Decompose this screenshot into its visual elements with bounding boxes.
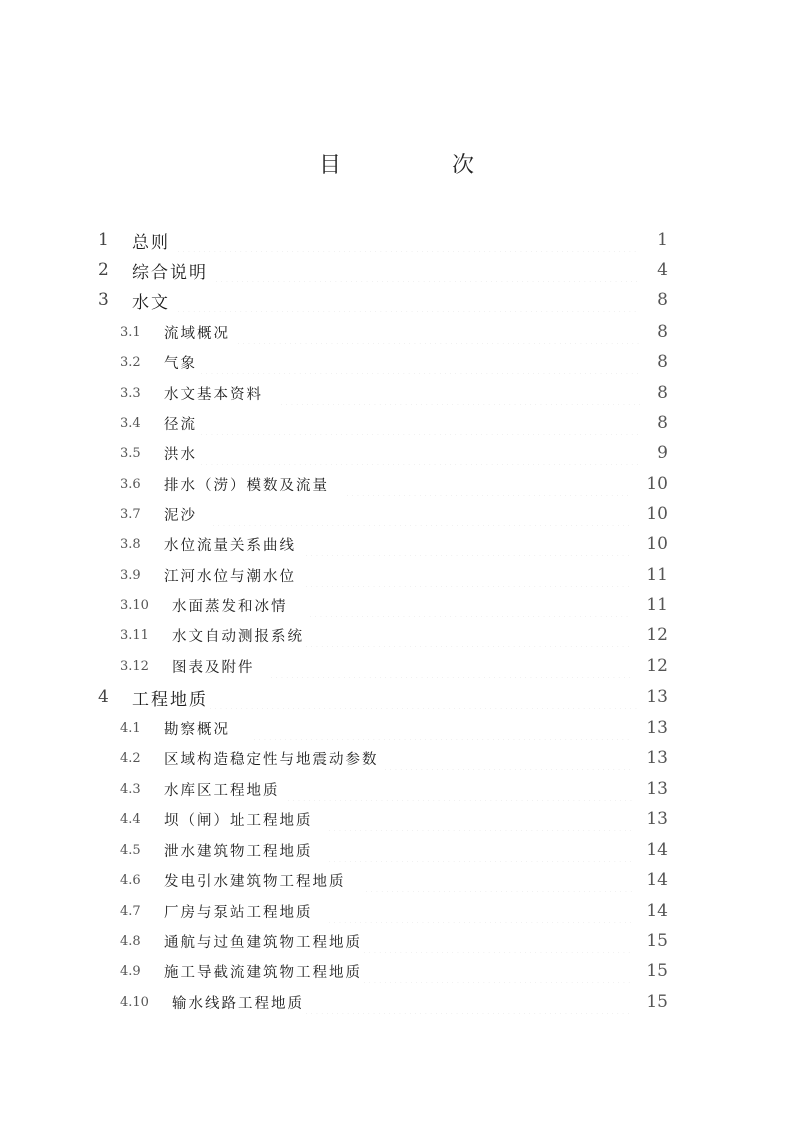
toc-entry-number: 3.11: [120, 627, 149, 643]
dot-leader: [176, 288, 640, 312]
toc-entry-number: 3.2: [120, 354, 141, 370]
dot-leader: [199, 411, 640, 435]
toc-entry-number: 4.7: [120, 903, 141, 919]
dot-leader: [279, 381, 640, 405]
toc-entry-label: 江河水位与潮水位: [164, 568, 296, 585]
toc-entry-label: 泥沙: [164, 507, 197, 524]
dot-leader: [199, 441, 640, 465]
toc-entry-label: 气象: [164, 355, 197, 372]
toc-entry-page: 13: [646, 718, 668, 738]
toc-entry-label: 水文基本资料: [164, 386, 263, 403]
toc-entry[interactable]: [120, 563, 668, 587]
toc-entry-number: 3.10: [120, 597, 149, 613]
dot-leader: [199, 350, 640, 374]
dot-leader: [214, 258, 640, 282]
toc-entry[interactable]: [120, 868, 668, 892]
toc-entry-label: 坝（闸）址工程地质: [164, 812, 313, 829]
toc-entry[interactable]: [120, 959, 668, 983]
toc-entry[interactable]: [120, 502, 668, 526]
toc-entry[interactable]: [98, 685, 668, 709]
toc-entry-number: 3.6: [120, 476, 141, 492]
toc-entry-label: 水库区工程地质: [164, 782, 280, 799]
toc-entry[interactable]: [98, 288, 668, 312]
toc-entry-label: 图表及附件: [172, 659, 255, 676]
toc-entry-label: 水位流量关系曲线: [164, 537, 296, 554]
toc-entry-page: 8: [657, 413, 668, 433]
dot-leader: [327, 807, 633, 831]
toc-entry-page: 8: [657, 352, 668, 372]
toc-entry-page: 12: [646, 625, 668, 645]
toc-entry[interactable]: [120, 411, 668, 435]
toc-entry[interactable]: [120, 532, 668, 556]
toc-entry-label: 施工导截流建筑物工程地质: [164, 964, 362, 981]
toc-entry-number: 4.6: [120, 872, 141, 888]
toc-entry-number: 1: [98, 230, 109, 250]
toc-entry-page: 13: [646, 687, 668, 707]
toc-entry-label: 水面蒸发和冰情: [172, 598, 288, 615]
toc-entry-page: 14: [646, 901, 668, 921]
dot-leader: [269, 654, 633, 678]
toc-entry-label: 总则: [132, 232, 170, 253]
toc-entry-page: 10: [646, 474, 668, 494]
toc-entry[interactable]: [120, 320, 668, 344]
toc-entry-page: 4: [657, 260, 668, 280]
toc-entry-page: 13: [646, 809, 668, 829]
toc-entry[interactable]: [98, 228, 668, 252]
toc-entry-number: 4.3: [120, 781, 141, 797]
dot-leader: [364, 868, 633, 892]
toc-entry-page: 11: [646, 565, 668, 585]
toc-entry-number: 3.8: [120, 536, 141, 552]
toc-entry-number: 3.4: [120, 415, 141, 431]
toc-entry[interactable]: [120, 899, 668, 923]
toc-entry-number: 4.8: [120, 933, 141, 949]
toc-entry-page: 9: [657, 443, 668, 463]
toc-entry-number: 3.9: [120, 567, 141, 583]
toc-entry[interactable]: [120, 623, 668, 647]
dot-leader: [304, 563, 632, 587]
toc-entry-page: 1: [657, 230, 668, 250]
toc-entry-number: 3.3: [120, 385, 141, 401]
toc-entry-page: 12: [646, 656, 668, 676]
toc-entry-number: 4: [98, 687, 109, 707]
toc-entry[interactable]: [120, 838, 668, 862]
page-title: 目 次: [319, 153, 526, 178]
toc-entry-label: 综合说明: [132, 262, 208, 283]
dot-leader: [236, 320, 640, 344]
toc-entry[interactable]: [120, 654, 668, 678]
toc-entry-page: 8: [657, 290, 668, 310]
dot-leader: [383, 746, 633, 770]
dot-leader: [304, 623, 632, 647]
toc-entry-page: 8: [657, 322, 668, 342]
toc-entry-page: 10: [646, 504, 668, 524]
toc-entry-label: 流域概况: [164, 325, 230, 342]
dot-leader: [208, 685, 640, 709]
dot-leader: [176, 228, 640, 252]
toc-entry-page: 15: [646, 992, 668, 1012]
toc-entry-number: 3: [98, 290, 109, 310]
toc-entry[interactable]: [120, 929, 668, 953]
toc-entry[interactable]: [120, 807, 668, 831]
dot-leader: [304, 990, 632, 1014]
toc-entry-number: 4.4: [120, 811, 141, 827]
toc-entry-page: 11: [646, 595, 668, 615]
toc-entry-number: 3.7: [120, 506, 141, 522]
toc-entry-number: 2: [98, 260, 109, 280]
toc-entry-page: 15: [646, 931, 668, 951]
dot-leader: [362, 959, 632, 983]
dot-leader: [286, 777, 633, 801]
dot-leader: [362, 929, 632, 953]
toc-entry-label: 排水（涝）模数及流量: [164, 477, 329, 494]
toc-entry-label: 输水线路工程地质: [172, 995, 304, 1012]
toc-entry[interactable]: [120, 441, 668, 465]
toc-entry-number: 3.1: [120, 324, 141, 340]
dot-leader: [304, 532, 632, 556]
dot-leader: [252, 716, 632, 740]
toc-entry[interactable]: [120, 472, 668, 496]
toc-entry[interactable]: [120, 746, 668, 770]
toc-entry-label: 区域构造稳定性与地震动参数: [164, 751, 379, 768]
toc-entry-page: 13: [646, 748, 668, 768]
toc-entry-number: 4.1: [120, 720, 141, 736]
dot-leader: [211, 502, 632, 526]
toc-entry-label: 泄水建筑物工程地质: [164, 843, 313, 860]
toc-entry-label: 径流: [164, 416, 197, 433]
toc-entry-number: 4.5: [120, 842, 141, 858]
toc-entry-page: 8: [657, 383, 668, 403]
toc-entry-number: 4.2: [120, 750, 141, 766]
toc-entry[interactable]: [120, 990, 668, 1014]
dot-leader: [345, 472, 632, 496]
toc-entry-label: 厂房与泵站工程地质: [164, 904, 313, 921]
toc-entry-number: 3.5: [120, 445, 141, 461]
toc-entry-page: 14: [646, 870, 668, 890]
dot-leader: [327, 838, 633, 862]
toc-entry-number: 4.9: [120, 963, 141, 979]
toc-entry[interactable]: [98, 258, 668, 282]
toc-entry[interactable]: [120, 350, 668, 374]
toc-entry-label: 勘察概况: [164, 721, 230, 738]
toc-entry[interactable]: [120, 593, 668, 617]
dot-leader: [327, 899, 633, 923]
toc-entry-number: 3.12: [120, 658, 149, 674]
toc-entry-page: 15: [646, 961, 668, 981]
toc-entry-number: 4.10: [120, 994, 149, 1010]
toc-entry-label: 水文: [132, 292, 170, 313]
toc-entry[interactable]: [120, 716, 668, 740]
toc-entry-label: 通航与过鱼建筑物工程地质: [164, 934, 362, 951]
toc-entry-label: 水文自动测报系统: [172, 628, 304, 645]
toc-entry[interactable]: [120, 777, 668, 801]
dot-leader: [308, 593, 633, 617]
toc-entry-page: 10: [646, 534, 668, 554]
toc-entry-label: 洪水: [164, 446, 197, 463]
toc-entry[interactable]: [120, 381, 668, 405]
toc-entry-label: 工程地质: [132, 689, 208, 710]
toc-entry-page: 13: [646, 779, 668, 799]
toc-entry-page: 14: [646, 840, 668, 860]
toc-entry-label: 发电引水建筑物工程地质: [164, 873, 346, 890]
